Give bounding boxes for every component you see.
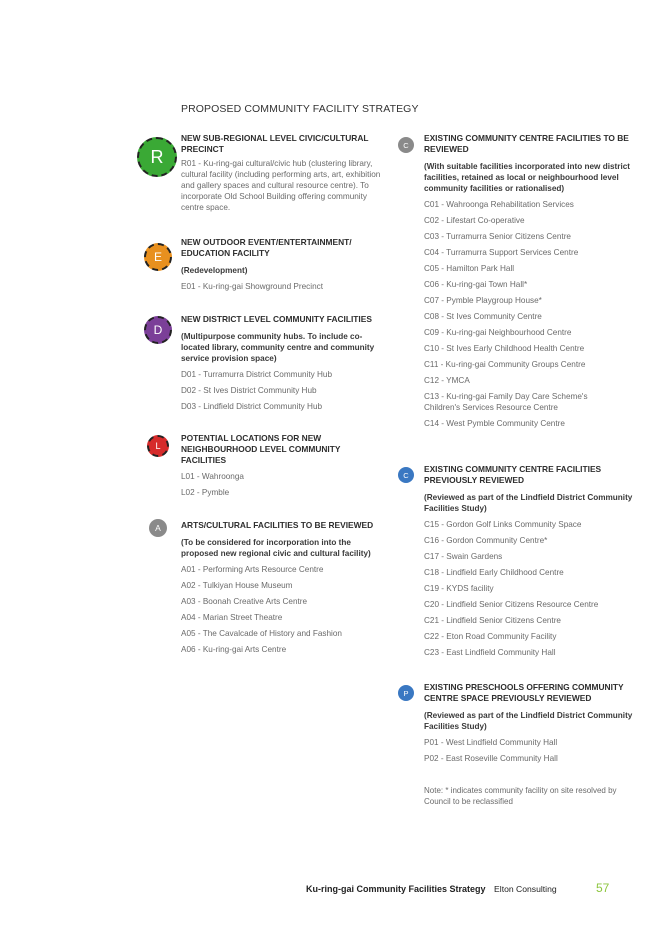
section-heading: NEW SUB-REGIONAL LEVEL CIVIC/CULTURAL PRECINCT — [181, 133, 369, 154]
list-item: C23 - East Lindfield Community Hall — [424, 648, 556, 657]
section-preschools — [424, 682, 639, 764]
list-item: P01 - West Lindfield Community Hall — [424, 738, 558, 747]
footnote: Note: * indicates community facility on site resolved by Council to be reclassified — [424, 786, 617, 806]
list-item: C16 - Gordon Community Centre* — [424, 536, 548, 545]
list-item: C11 - Ku-ring-gai Community Groups Centre — [424, 360, 586, 369]
list-item: C08 - St Ives Community Centre — [424, 312, 542, 321]
list-item: C05 - Hamilton Park Hall — [424, 264, 515, 273]
section-subtitle: (Reviewed as part of the Lindfield District Community Facilities Study) — [424, 493, 633, 513]
section-heading: ARTS/CULTURAL FACILITIES TO BE REVIEWED — [181, 520, 374, 530]
list-item: C14 - West Pymble Community Centre — [424, 419, 565, 428]
footer-org: Elton Consulting — [494, 884, 557, 894]
footer-doc-title: Ku-ring-gai Community Facilities Strategy — [306, 884, 486, 894]
page-title: PROPOSED COMMUNITY FACILITY STRATEGY — [181, 103, 419, 115]
section-arts-cultural — [181, 520, 386, 655]
section-subtitle: (To be considered for incorporation into the proposed new regional civic and cultural facility) — [181, 538, 371, 558]
section-heading: POTENTIAL LOCATIONS FOR NEW NEIGHBOURHOOD LEVEL COMMUNITY FACILITIES — [181, 433, 341, 465]
list-item: A02 - Tulkiyan House Museum — [181, 581, 293, 590]
list-item: D03 - Lindfield District Community Hub — [181, 402, 323, 411]
list-item: C17 - Swain Gardens — [424, 552, 503, 561]
badge-c-previous-icon: C — [398, 467, 414, 483]
section-heading: EXISTING COMMUNITY CENTRE FACILITIES TO BE REVIEWED — [424, 133, 629, 154]
section-subtitle: (Reviewed as part of the Lindfield District Community Facilities Study) — [424, 711, 633, 731]
badge-p-icon: P — [398, 685, 414, 701]
list-item: P02 - East Roseville Community Hall — [424, 754, 558, 763]
list-item: A06 - Ku-ring-gai Arts Centre — [181, 645, 287, 654]
badge-e-icon: E — [144, 243, 172, 271]
section-body: R01 - Ku-ring-gai cultural/civic hub (clustering library, cultural facility (including performing arts, art, exhibition and gallery spaces and cultural resource centre). To incorporate Old School Building offering community centre space. — [181, 159, 381, 212]
section-heading: EXISTING COMMUNITY CENTRE FACILITIES PREVIOUSLY REVIEWED — [424, 464, 602, 485]
list-item: D01 - Turramurra District Community Hub — [181, 370, 333, 379]
list-item: E01 - Ku-ring-gai Showground Precinct — [181, 282, 323, 291]
list-item: C06 - Ku-ring-gai Town Hall* — [424, 280, 528, 289]
list-item: C02 - Lifestart Co-operative — [424, 216, 525, 225]
list-item: C13 - Ku-ring-gai Family Day Care Scheme's Children's Services Resource Centre — [424, 392, 588, 412]
list-item: D02 - St Ives District Community Hub — [181, 386, 317, 395]
list-item: C12 - YMCA — [424, 376, 470, 385]
section-heading: EXISTING PRESCHOOLS OFFERING COMMUNITY CENTRE SPACE PREVIOUSLY REVIEWED — [424, 682, 624, 703]
list-item: C18 - Lindfield Early Childhood Centre — [424, 568, 564, 577]
page-number: 57 — [596, 881, 610, 895]
list-item: A03 - Boonah Creative Arts Centre — [181, 597, 308, 606]
section-subtitle: (Multipurpose community hubs. To include co-located library, community centre and community service provision space) — [181, 332, 375, 363]
list-item: C07 - Pymble Playgroup House* — [424, 296, 542, 305]
section-community-centres-review — [424, 133, 634, 429]
section-community-centres-previous — [424, 464, 634, 658]
list-item: C20 - Lindfield Senior Citizens Resource Centre — [424, 600, 599, 609]
list-item: L01 - Wahroonga — [181, 472, 244, 481]
section-heading: NEW OUTDOOR EVENT/ENTERTAINMENT/ EDUCATION FACILITY — [181, 237, 352, 258]
list-item: C01 - Wahroonga Rehabilitation Services — [424, 200, 574, 209]
list-item: C22 - Eton Road Community Facility — [424, 632, 557, 641]
badge-a-icon: A — [149, 519, 167, 537]
section-neighbourhood-locations — [181, 433, 371, 498]
section-subtitle: (Redevelopment) — [181, 266, 248, 275]
section-outdoor-event — [181, 237, 381, 292]
list-item: C15 - Gordon Golf Links Community Space — [424, 520, 582, 529]
section-regional-civic — [181, 133, 381, 213]
list-item: A01 - Performing Arts Resource Centre — [181, 565, 324, 574]
badge-d-icon: D — [144, 316, 172, 344]
badge-c-review-icon: C — [398, 137, 414, 153]
list-item: C21 - Lindfield Senior Citizens Centre — [424, 616, 561, 625]
list-item: C19 - KYDS facility — [424, 584, 494, 593]
section-heading: NEW DISTRICT LEVEL COMMUNITY FACILITIES — [181, 314, 372, 324]
badge-l-icon: L — [147, 435, 169, 457]
section-district-facilities — [181, 314, 386, 412]
list-item: C10 - St Ives Early Childhood Health Centre — [424, 344, 585, 353]
list-item: A04 - Marian Street Theatre — [181, 613, 283, 622]
badge-r-icon: R — [137, 137, 177, 177]
list-item: C03 - Turramurra Senior Citizens Centre — [424, 232, 571, 241]
list-item: C04 - Turramurra Support Services Centre — [424, 248, 579, 257]
list-item: C09 - Ku-ring-gai Neighbourhood Centre — [424, 328, 572, 337]
list-item: L02 - Pymble — [181, 488, 230, 497]
section-subtitle: (With suitable facilities incorporated into new district facilities, retained as local or neighbourhood level community facilities or rationalised) — [424, 162, 631, 193]
list-item: A05 - The Cavalcade of History and Fashion — [181, 629, 342, 638]
page-footer — [306, 881, 610, 895]
